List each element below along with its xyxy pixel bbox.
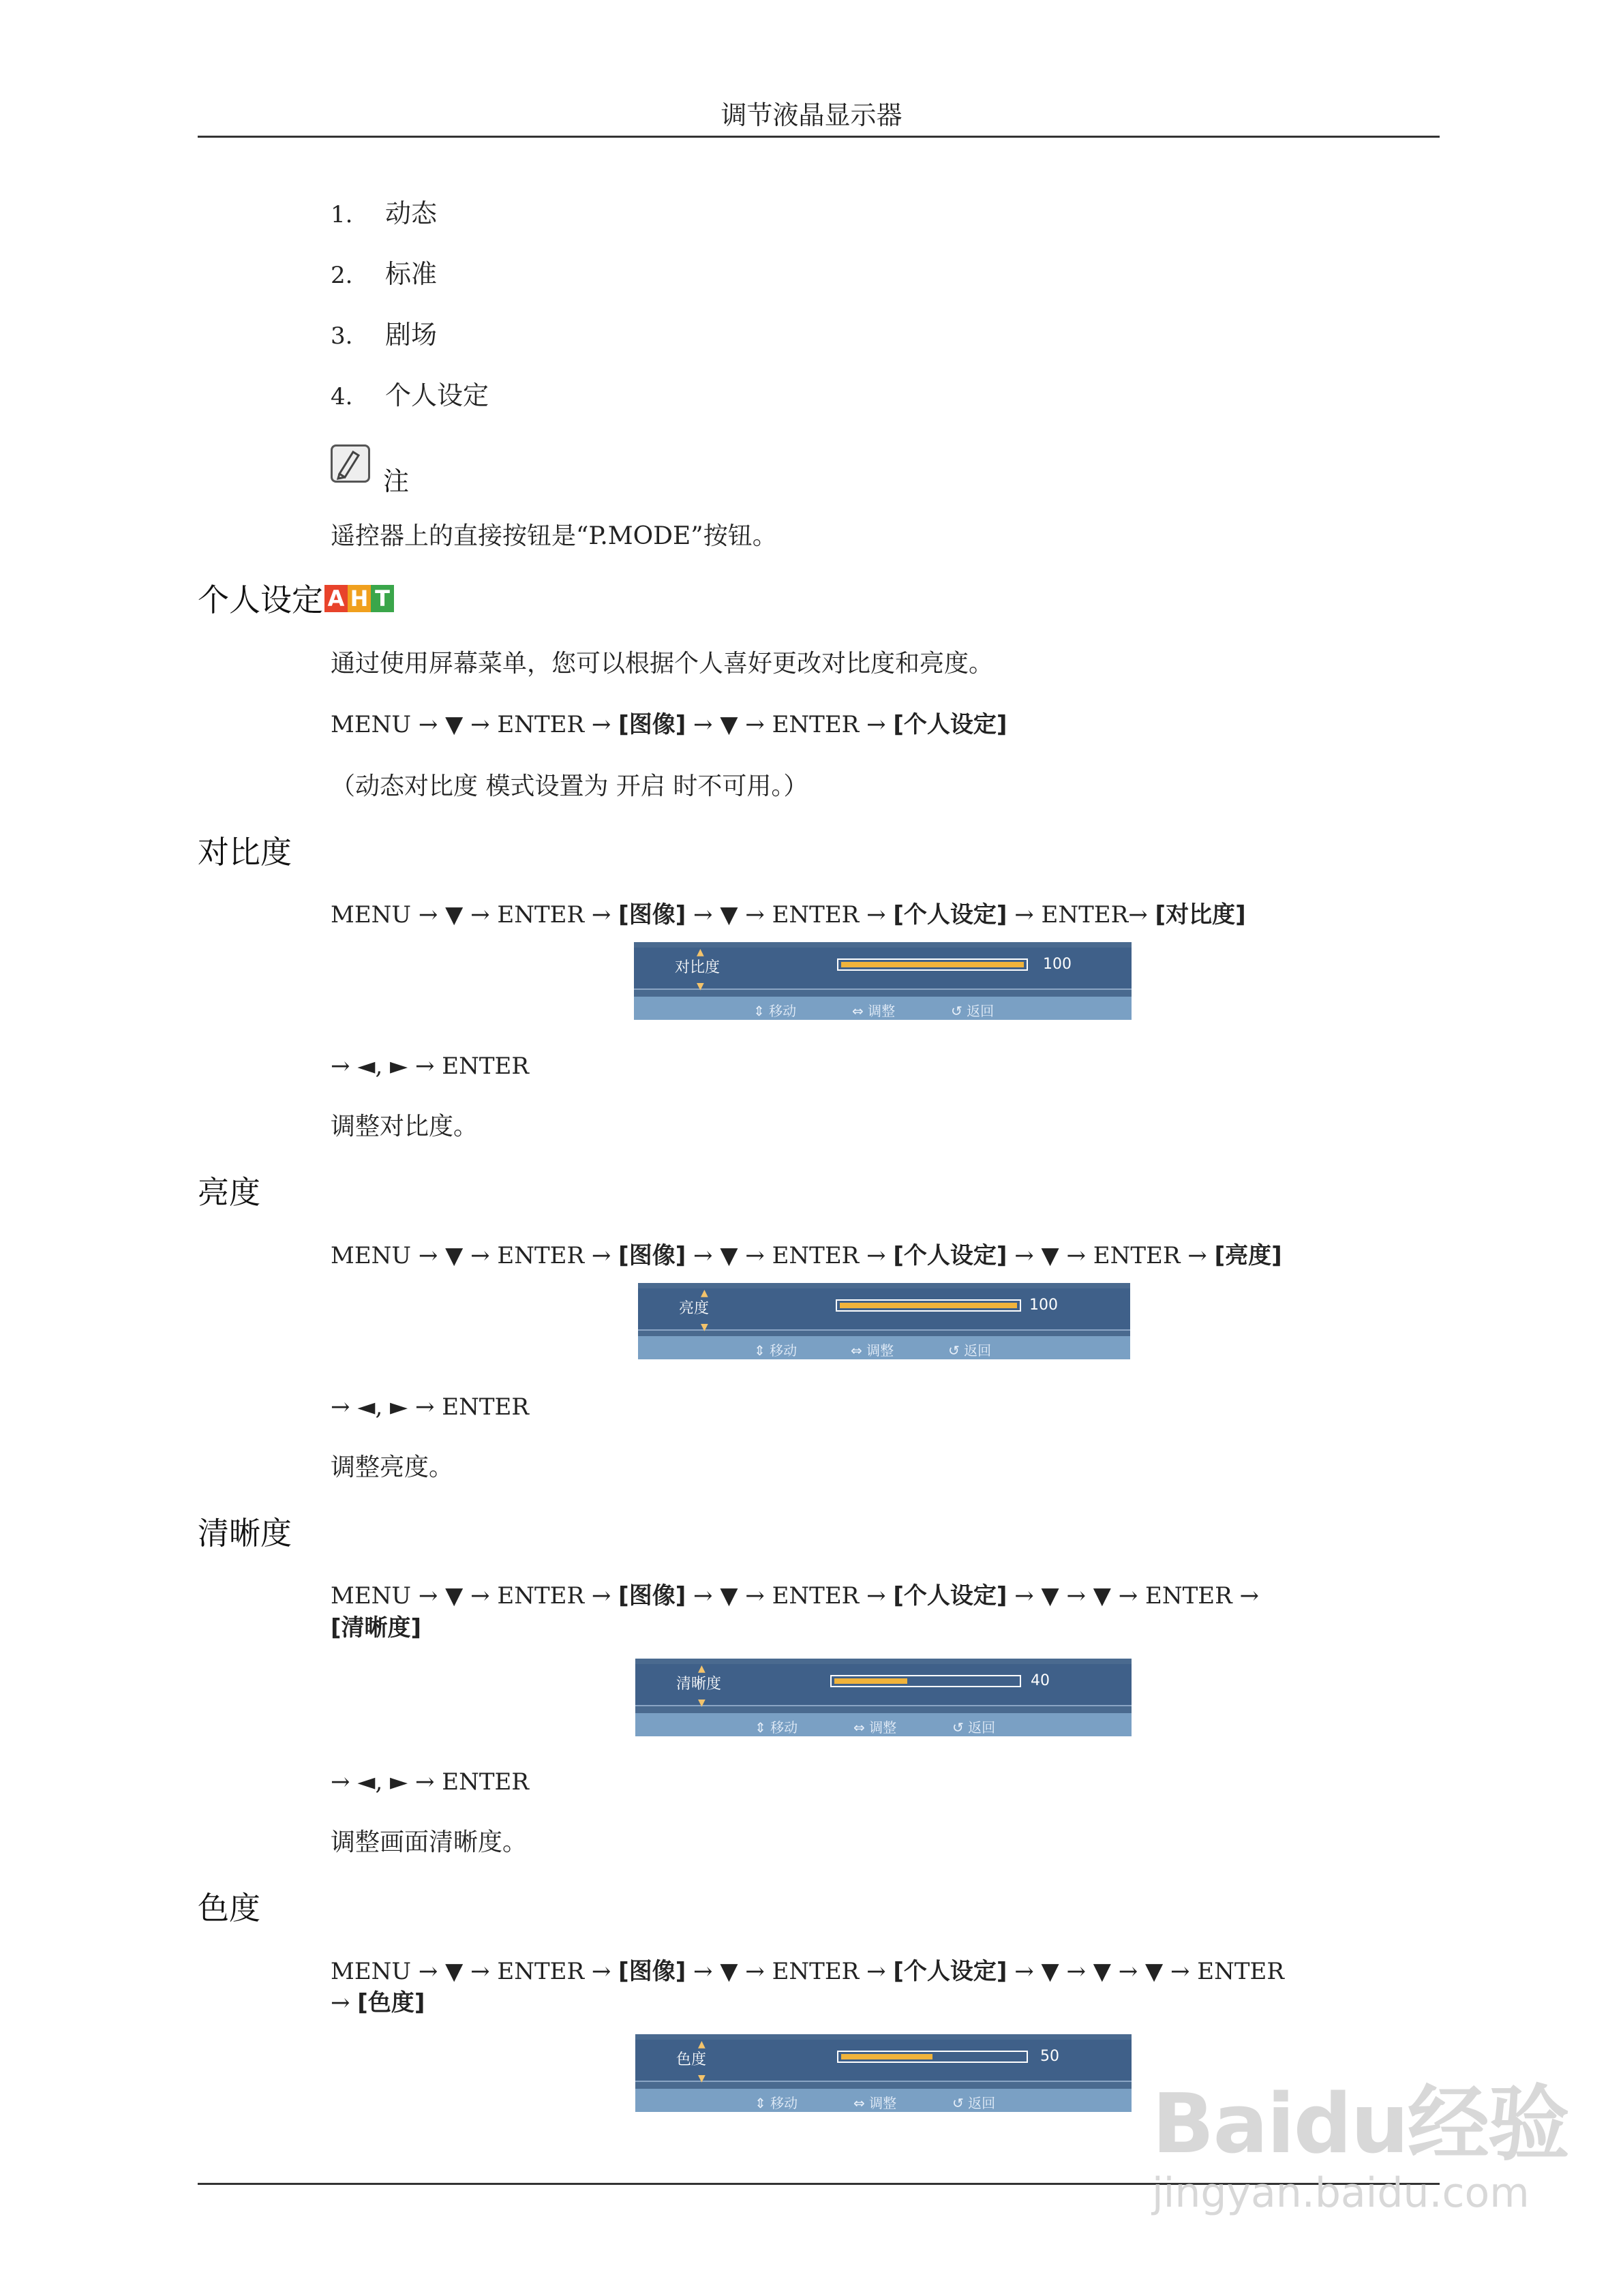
list-number: 2. <box>331 262 353 289</box>
custom-caution: （动态对比度 模式设置为 开启 时不可用。） <box>331 772 808 800</box>
osd-hint-adjust: ⇔ 调整 <box>851 1342 894 1359</box>
osd-slider <box>830 1675 1021 1687</box>
list-item <box>331 198 437 230</box>
osd-contrast <box>634 942 1132 1020</box>
list-label: 标准 <box>385 259 438 289</box>
page-header-title: 调节液晶显示器 <box>721 100 902 130</box>
watermark-line2: jingyan.baidu.com <box>1152 2169 1530 2217</box>
list-label: 剧场 <box>385 320 438 350</box>
osd-value: 100 <box>1029 1297 1058 1314</box>
osd-hint-back: ↺ 返回 <box>952 1719 996 1736</box>
up-arrow-icon: ▲ <box>697 947 704 958</box>
osd-color <box>635 2034 1132 2112</box>
watermark-line1: Baidu经验 <box>1152 2077 1568 2172</box>
custom-description: 通过使用屏幕菜单，您可以根据个人喜好更改对比度和亮度。 <box>331 650 994 678</box>
list-item <box>331 380 489 412</box>
down-arrow-icon: ▼ <box>698 2073 706 2084</box>
note-icon <box>331 444 370 483</box>
list-label: 个人设定 <box>385 380 489 410</box>
osd-slider <box>837 2051 1028 2063</box>
osd-hint-move: ⇕ 移动 <box>755 1719 798 1736</box>
note-label: 注 <box>383 466 410 496</box>
list-item <box>331 258 437 291</box>
nav-path-contrast: MENU → ▼ → ENTER → [图像] → ▼ → ENTER → [个人设定] → ENTER→ [对比度] <box>331 901 1246 928</box>
badge-t: T <box>371 585 394 612</box>
up-arrow-icon: ▲ <box>698 1663 706 1674</box>
osd-hint-adjust: ⇔ 调整 <box>852 1003 896 1019</box>
aht-badge <box>324 585 394 612</box>
section-heading-brightness: 亮度 <box>198 1174 260 1211</box>
nav-path-brightness: MENU → ▼ → ENTER → [图像] → ▼ → ENTER → [个人设定] → ▼ → ENTER → [亮度] <box>331 1242 1282 1269</box>
badge-h: H <box>348 585 371 612</box>
osd-hint-move: ⇕ 移动 <box>755 2095 798 2111</box>
osd-slider <box>836 1299 1021 1312</box>
brightness-description: 调整亮度。 <box>331 1453 454 1481</box>
baidu-watermark <box>1152 2059 1568 2217</box>
adjust-keys-brightness: → ◄, ► → ENTER <box>331 1393 529 1421</box>
adjust-keys-sharpness: → ◄, ► → ENTER <box>331 1768 529 1796</box>
osd-value: 50 <box>1040 2048 1059 2065</box>
osd-label: 对比度 <box>675 959 721 976</box>
list-number: 3. <box>331 322 353 350</box>
note-text: 遥控器上的直接按钮是“P.MODE”按钮。 <box>331 522 777 550</box>
osd-label: 清晰度 <box>676 1676 722 1693</box>
osd-value: 100 <box>1043 956 1072 973</box>
osd-slider <box>837 958 1028 971</box>
osd-sharpness <box>635 1659 1132 1736</box>
section-heading-contrast: 对比度 <box>198 834 292 871</box>
adjust-keys-contrast: → ◄, ► → ENTER <box>331 1053 529 1080</box>
osd-hint-back: ↺ 返回 <box>948 1342 992 1359</box>
osd-value: 40 <box>1031 1672 1050 1689</box>
down-arrow-icon: ▼ <box>697 981 704 992</box>
header-rule <box>198 136 1440 138</box>
osd-hint-move: ⇕ 移动 <box>753 1003 797 1019</box>
osd-brightness <box>638 1283 1130 1359</box>
nav-path-sharpness-cont: [清晰度] <box>331 1614 422 1642</box>
up-arrow-icon: ▲ <box>698 2039 706 2050</box>
badge-a: A <box>324 585 348 612</box>
nav-path-color: MENU → ▼ → ENTER → [图像] → ▼ → ENTER → [个人设定] → ▼ → ▼ → ▼ → ENTER <box>331 1958 1284 1985</box>
section-heading-color: 色度 <box>198 1890 260 1927</box>
list-number: 1. <box>331 201 353 228</box>
down-arrow-icon: ▼ <box>701 1322 708 1333</box>
section-heading-custom: 个人设定 A H T <box>198 581 394 619</box>
nav-path-custom: MENU → ▼ → ENTER → [图像] → ▼ → ENTER → [个人设定] <box>331 711 1007 738</box>
section-heading-sharpness: 清晰度 <box>198 1515 292 1552</box>
osd-hint-back: ↺ 返回 <box>951 1003 995 1019</box>
list-label: 动态 <box>385 198 438 228</box>
sharpness-description: 调整画面清晰度。 <box>331 1828 528 1856</box>
list-number: 4. <box>331 383 353 410</box>
contrast-description: 调整对比度。 <box>331 1113 479 1141</box>
osd-slider-fill <box>840 1303 1017 1308</box>
osd-slider-fill <box>834 1678 907 1684</box>
nav-path-sharpness: MENU → ▼ → ENTER → [图像] → ▼ → ENTER → [个人设定] → ▼ → ▼ → ENTER → <box>331 1582 1260 1610</box>
up-arrow-icon: ▲ <box>701 1288 708 1299</box>
osd-hint-back: ↺ 返回 <box>952 2095 996 2111</box>
nav-path-color-cont: → [色度] <box>331 1989 425 2016</box>
osd-slider-fill <box>841 2054 932 2059</box>
osd-hint-adjust: ⇔ 调整 <box>853 2095 897 2111</box>
osd-label: 色度 <box>676 2051 707 2068</box>
list-item <box>331 319 437 352</box>
osd-label: 亮度 <box>679 1300 710 1317</box>
osd-hint-adjust: ⇔ 调整 <box>853 1719 897 1736</box>
osd-slider-fill <box>841 962 1024 967</box>
osd-hint-move: ⇕ 移动 <box>754 1342 798 1359</box>
down-arrow-icon: ▼ <box>698 1697 706 1708</box>
